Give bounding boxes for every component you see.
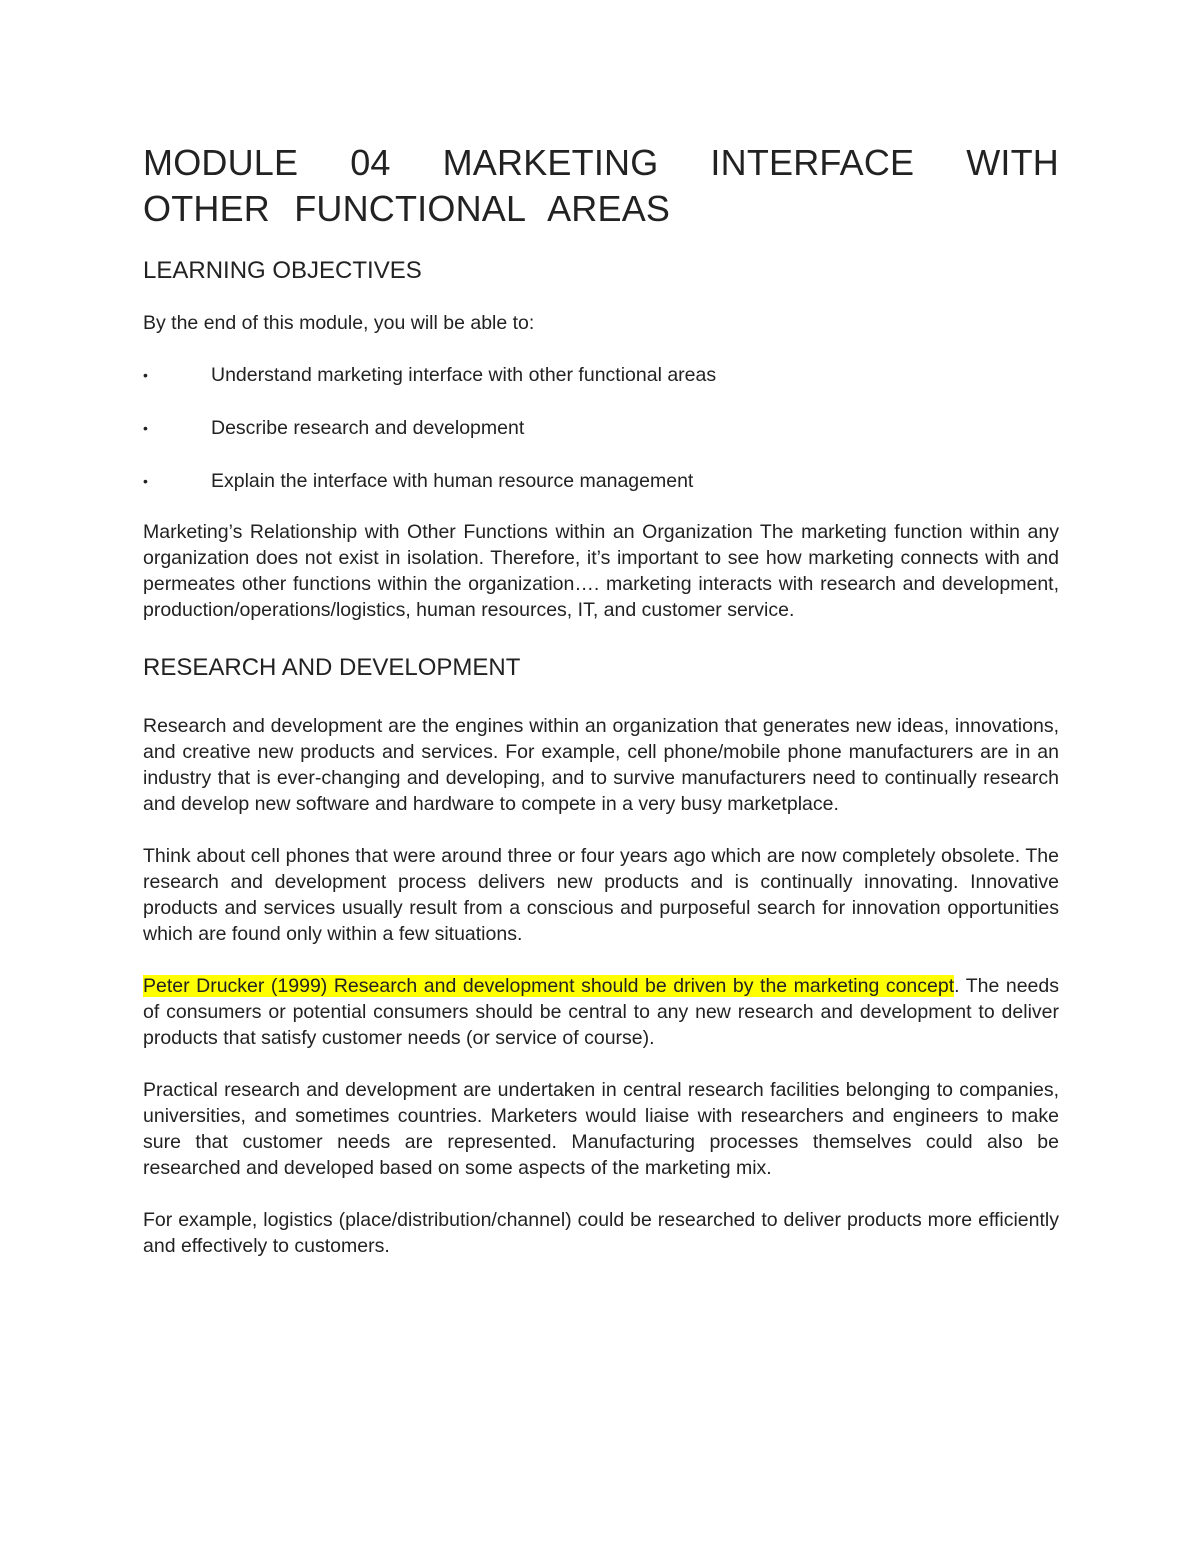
list-item [143,468,1059,494]
drucker-paragraph-rest: . The needs of consumers or potential consumers should be central to any new research and development to deliver products that satisfy customer needs (or service of course). [143,975,1059,1049]
research-development-heading: RESEARCH AND DEVELOPMENT [143,654,521,681]
objective-text: Explain the interface with human resource management [211,470,694,492]
objective-text: Understand marketing interface with other functional areas [211,364,717,386]
objective-text: Describe research and development [211,417,525,439]
bullet-icon: • [143,367,148,383]
list-item [143,362,1059,388]
bullet-icon: • [143,473,148,489]
objectives-intro: By the end of this module, you will be able to: [143,312,535,334]
rnd-paragraph: Think about cell phones that were around three or four years ago which are now completely obsolete. The research and development process delivers new products and is continually innovating. Innovative products and services usually result from a conscious and purposeful search for innovation opportunities which are found only within a few situations. [143,845,1059,945]
highlighted-text: Peter Drucker (1999) Research and development should be driven by the marketing concept [143,975,955,997]
list-item [143,415,1059,441]
document-page [143,140,1059,1259]
bullet-icon: • [143,420,148,436]
relationship-paragraph: Marketing’s Relationship with Other Functions within an Organization The marketing function within any organization does not exist in isolation. Therefore, it’s important to see how marketing connects with and permeates other functions within the organization…. marketing interacts with research and development, production/operations/logistics, human resources, IT, and customer service. [143,521,1059,621]
rnd-paragraph: Practical research and development are undertaken in central research facilities belonging to companies, universities, and sometimes countries. Marketers would liaise with researchers and engineers to make sure that customer needs are represented. Manufacturing processes themselves could also be researched and developed based on some aspects of the marketing mix. [143,1079,1059,1179]
learning-objectives-heading: LEARNING OBJECTIVES [143,257,422,284]
drucker-paragraph [143,973,1059,1051]
objectives-list [143,362,1059,494]
rnd-paragraph: For example, logistics (place/distribution/channel) could be researched to deliver products more efficiently and effectively to customers. [143,1209,1059,1257]
rnd-paragraph: Research and development are the engines within an organization that generates new ideas, innovations, and creative new products and services. For example, cell phone/mobile phone manufacturers are in an industry that is ever-changing and developing, and to survive manufacturers need to continually research and develop new software and hardware to compete in a very busy marketplace. [143,715,1059,815]
document-title: MODULE 04 MARKETING INTERFACE WITH OTHER FUNCTIONAL AREAS [143,142,1059,229]
